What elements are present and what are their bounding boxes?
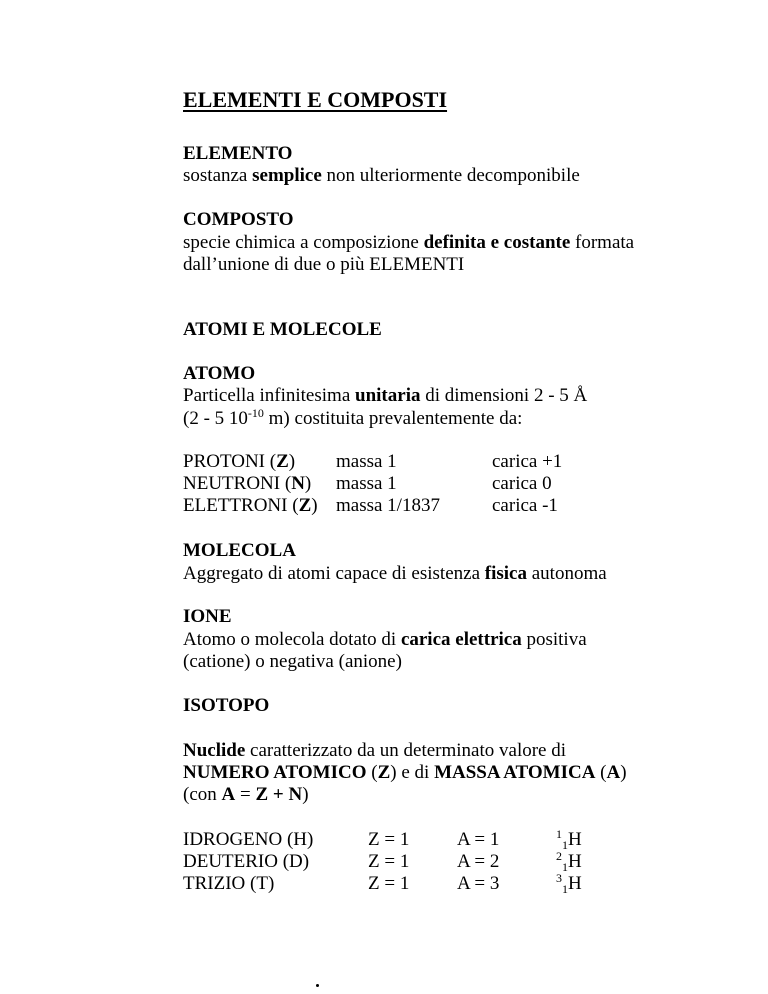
atomo-heading: ATOMO [183, 363, 256, 384]
atomi-molecole-heading: ATOMI E MOLECOLE [183, 319, 382, 340]
isotopo-definition-line-3: (con A = Z + N) [183, 784, 309, 805]
isotope-a: A = 2 [457, 851, 500, 872]
isotope-name: TRIZIO (T) [183, 873, 275, 894]
isotopo-heading: ISOTOPO [183, 695, 270, 716]
elemento-heading: ELEMENTO [183, 143, 293, 164]
isotope-a: A = 1 [457, 829, 500, 850]
particle-massa: massa 1 [336, 451, 397, 472]
ione-definition-line-1: Atomo o molecola dotato di carica elettrica positiva [183, 629, 587, 650]
isotope-name: DEUTERIO (D) [183, 851, 310, 872]
atomo-definition-line-1: Particella infinitesima unitaria di dimensioni 2 - 5 Å [183, 385, 588, 406]
composto-heading: COMPOSTO [183, 209, 294, 230]
isotope-symbol: $^2_1$H [556, 849, 582, 874]
particle-carica: carica +1 [492, 451, 563, 472]
composto-definition-line-2: dall’unione di due o più ELEMENTI [183, 254, 465, 275]
isotope-symbol: $^1_1$H [556, 827, 582, 852]
isotope-z: Z = 1 [368, 829, 410, 850]
molecola-definition: Aggregato di atomi capace di esistenza fisica autonoma [183, 563, 607, 584]
isotope-z: Z = 1 [368, 873, 410, 894]
elemento-definition: sostanza semplice non ulteriormente decomponibile [183, 165, 580, 186]
isotope-z: Z = 1 [368, 851, 410, 872]
composto-definition-line-1: specie chimica a composizione definita e costante formata [183, 232, 635, 253]
footer-dot [316, 984, 319, 987]
particle-carica: carica 0 [492, 473, 552, 494]
particle-name: ELETTRONI (Z) [183, 495, 318, 516]
isotopo-definition-line-2: NUMERO ATOMICO (Z) e di MASSA ATOMICA (A) [183, 762, 627, 783]
isotope-name: IDROGENO (H) [183, 829, 314, 850]
isotopo-definition-line-1: Nuclide caratterizzato da un determinato valore di [183, 740, 567, 761]
particle-name: NEUTRONI (N) [183, 473, 312, 494]
isotope-a: A = 3 [457, 873, 500, 894]
atomo-definition-line-2: (2 - 5 $10^{-10}$ m) costituita prevalentemente da: [183, 406, 523, 429]
ione-definition-line-2: (catione) o negativa (anione) [183, 651, 402, 672]
page-title: ELEMENTI E COMPOSTI [183, 87, 448, 112]
particle-name: PROTONI (Z) [183, 451, 296, 472]
ione-heading: IONE [183, 606, 232, 627]
particle-massa: massa 1 [336, 473, 397, 494]
isotope-symbol: $^3_1$H [556, 871, 582, 896]
particle-carica: carica -1 [492, 495, 558, 516]
molecola-heading: MOLECOLA [183, 540, 296, 561]
particle-massa: massa 1/1837 [336, 495, 440, 516]
